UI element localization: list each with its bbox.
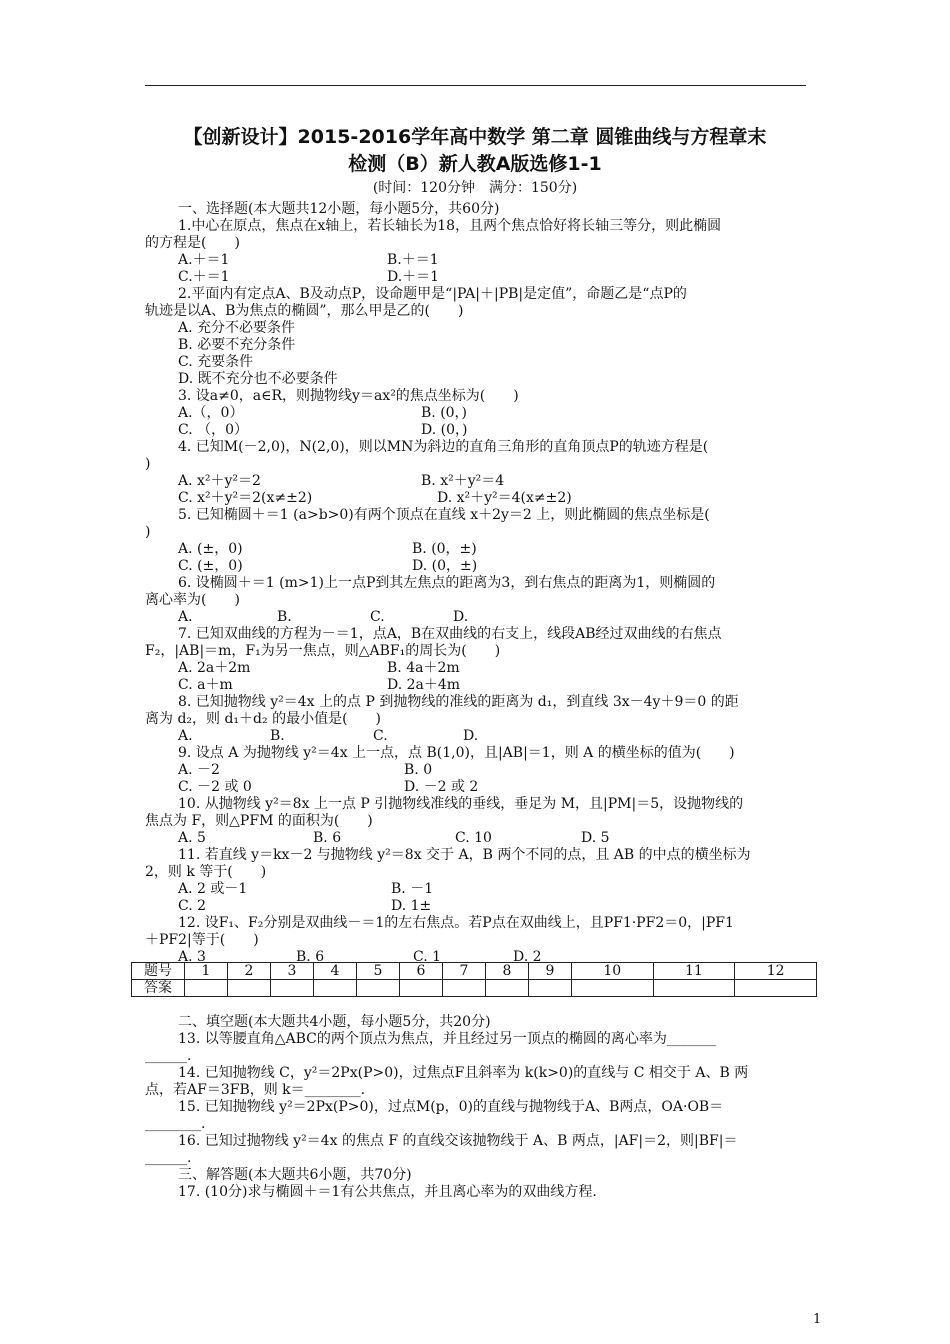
text-line: A.（，0） [178,405,244,421]
text-line: 轨迹是以A、B为焦点的椭圆”，那么甲是乙的( ) [145,303,464,319]
text-line: ) [145,524,151,540]
text-line: 12. 设F₁、F₂分别是双曲线－＝1的左右焦点。若P点在双曲线上，且PF1·PF2＝0，|PF1 [178,915,734,931]
page-number: 1 [813,1312,822,1327]
text-line: D. 2a＋4m [387,677,461,693]
text-line: A. 2a＋2m [178,660,251,676]
answer-cell [529,980,572,997]
text-line: C. a＋m [178,677,233,693]
text-line: D. x²＋y²＝4(x≠±2) [437,490,572,506]
text-line: C.＋＝1 [178,269,230,285]
answer-cell [314,980,357,997]
text-line: D. 5 [581,830,610,846]
question-number-cell: 2 [228,963,271,980]
answer-cell [271,980,314,997]
text-line: C. [373,728,388,744]
text-line: B. [277,609,292,625]
text-line: D. [453,609,469,625]
text-line: 2，则 k 等于( ) [145,864,267,880]
text-line: B. (0，) [421,405,468,421]
text-line: A. (±，0) [178,541,243,557]
text-line: A. 5 [178,830,206,846]
answer-table-number-row [132,963,817,980]
text-line: 的方程是( ) [145,235,240,251]
question-number-cell: 11 [653,963,735,980]
text-line: D. －2 或 2 [404,779,479,795]
answer-cell [400,980,443,997]
text-line: A. 3 [178,949,206,965]
text-line: 2.平面内有定点A、B及动点P，设命题甲是“|PA|＋|PB|是定值”，命题乙是“点P的 [178,286,687,302]
text-line: 1.中心在原点，焦点在x轴上，若长轴长为18，且两个焦点恰好将长轴三等分，则此椭圆 [178,218,722,234]
text-line: 16. 已知过抛物线 y²＝4x 的焦点 F 的直线交该抛物线于 A、B 两点，|AF|＝2，则|BF|＝ [178,1133,738,1149]
text-line: 三、解答题(本大题共6小题，共70分) [178,1167,412,1183]
text-line: 5. 已知椭圆＋＝1 (a>b>0)有两个顶点在直线 x＋2y＝2 上，则此椭圆的焦点坐标是( [178,507,710,523]
text-line: D. (0，) [421,422,468,438]
answer-cell [653,980,735,997]
text-line: 9. 设点 A 为抛物线 y²＝4x 上一点，点 B(1,0)，且|AB|＝1，则 A 的横坐标的值为( ) [178,745,735,761]
text-line: A.＋＝1 [178,252,230,268]
text-line: B. x²＋y²＝4 [421,473,505,489]
text-line: A. 充分不必要条件 [178,320,296,336]
text-line: B. 6 [313,830,342,846]
answer-cell [228,980,271,997]
text-line: B. 必要不充分条件 [178,337,296,353]
question-number-cell: 10 [572,963,654,980]
question-number-cell: 6 [400,963,443,980]
text-line: 11. 若直线 y＝kx－2 与抛物线 y²＝8x 交于 A，B 两个不同的点，且 AB 的中点的横坐标为 [178,847,751,863]
text-line: ) [145,456,151,472]
text-line: C. （，0） [178,422,249,438]
text-line: A. 2 或－1 [178,881,248,897]
text-line: ________. [145,1116,206,1132]
question-number-cell: 5 [357,963,400,980]
text-line: B.＋＝1 [387,252,439,268]
text-line: B. [270,728,285,744]
text-line: 点，若AF＝3FB，则 k＝________. [145,1082,366,1098]
text-line: B. －1 [391,881,434,897]
text-line: B. 0 [404,762,433,778]
text-line: B. 6 [296,949,325,965]
text-line: F₂，|AB|＝m，F₁为另一焦点，则△ABF₁的周长为( ) [145,643,501,659]
answer-table-answer-row [132,980,817,997]
text-line: 14. 已知抛物线 C，y²＝2Px(P>0)，过焦点F且斜率为 k(k>0)的直线与 C 相交于 A、B 两 [178,1065,749,1081]
text-line: ______. [145,1150,192,1166]
text-line: 7. 已知双曲线的方程为－＝1，点A，B在双曲线的右支上，线段AB经过双曲线的右焦点 [178,626,722,642]
text-line: ＋PF2|等于( ) [145,932,259,948]
text-line: D. [463,728,479,744]
text-line: C. －2 或 0 [178,779,252,795]
text-line: C. (±，0) [178,558,243,574]
text-line: 焦点为 F，则△PFM 的面积为( ) [145,813,373,829]
question-number-cell: 7 [443,963,486,980]
text-line: 15. 已知抛物线 y²＝2Px(P>0)，过点M(p，0)的直线与抛物线于A、B两点，OA·OB＝ [178,1099,724,1115]
doc-subtitle: (时间：120分钟 满分：150分) [372,180,578,196]
text-line: A. －2 [178,762,220,778]
text-line: 3. 设a≠0，a∈R，则抛物线y＝ax²的焦点坐标为( ) [178,388,519,404]
question-number-cell: 4 [314,963,357,980]
question-number-cell: 9 [529,963,572,980]
question-number-cell: 12 [735,963,817,980]
doc-title-line2: 检测（B）新人教A版选修1-1 [348,153,602,175]
text-line: C. 1 [413,949,442,965]
doc-title-line1: 【创新设计】2015-2016学年高中数学 第二章 圆锥曲线与方程章末 [183,126,767,148]
text-line: C. 2 [178,898,207,914]
text-line: 离心率为( ) [145,592,240,608]
text-line: D. 既不充分也不必要条件 [178,371,338,387]
text-line: C. x²＋y²＝2(x≠±2) [178,490,313,506]
text-line: C. 10 [455,830,492,846]
text-line: D. 2 [513,949,542,965]
question-number-cell: 1 [185,963,228,980]
text-line: 一、选择题(本大题共12小题，每小题5分，共60分) [178,201,500,217]
answer-cell [443,980,486,997]
text-line: B. (0，±) [412,541,477,557]
text-line: C. [370,609,385,625]
text-line: ______. [145,1048,192,1064]
text-line: 4. 已知M(－2,0)，N(2,0)，则以MN为斜边的直角三角形的直角顶点P的轨迹方程是( [178,439,709,455]
answer-table [131,962,817,997]
text-line: B. 4a＋2m [387,660,460,676]
answer-cell [185,980,228,997]
answer-cell [735,980,817,997]
answer-cell [357,980,400,997]
text-line: A. [178,728,193,744]
text-line: 8. 已知抛物线 y²＝4x 上的点 P 到抛物线的准线的距离为 d₁，到直线 3x－4y＋9＝0 的距 [178,694,739,710]
text-line: 10. 从抛物线 y²＝8x 上一点 P 引抛物线准线的垂线，垂足为 M，且|PM|＝5，设抛物线的 [178,796,744,812]
text-line: A. x²＋y²＝2 [178,473,261,489]
answer-table-row1-label: 题号 [132,963,185,980]
question-number-cell: 3 [271,963,314,980]
answer-cell [486,980,529,997]
text-line: D.＋＝1 [387,269,440,285]
answer-cell [572,980,654,997]
text-line: 13. 以等腰直角△ABC的两个顶点为焦点，并且经过另一顶点的椭圆的离心率为_______ [178,1031,716,1047]
question-number-cell: 8 [486,963,529,980]
text-line: D. 1± [391,898,432,914]
text-line: D. (0，±) [412,558,478,574]
text-line: 二、填空题(本大题共4小题，每小题5分，共20分) [178,1014,491,1030]
answer-table-row2-label: 答案 [132,980,185,997]
text-line: A. [178,609,193,625]
text-line: 17. (10分)求与椭圆＋＝1有公共焦点，并且离心率为的双曲线方程. [178,1184,597,1200]
text-line: 6. 设椭圆＋＝1 (m>1)上一点P到其左焦点的距离为3，到右焦点的距离为1，则椭圆的 [178,575,716,591]
text-line: 离为 d₂，则 d₁＋d₂ 的最小值是( ) [145,711,381,727]
header-rule [145,85,806,86]
text-line: C. 充要条件 [178,354,254,370]
